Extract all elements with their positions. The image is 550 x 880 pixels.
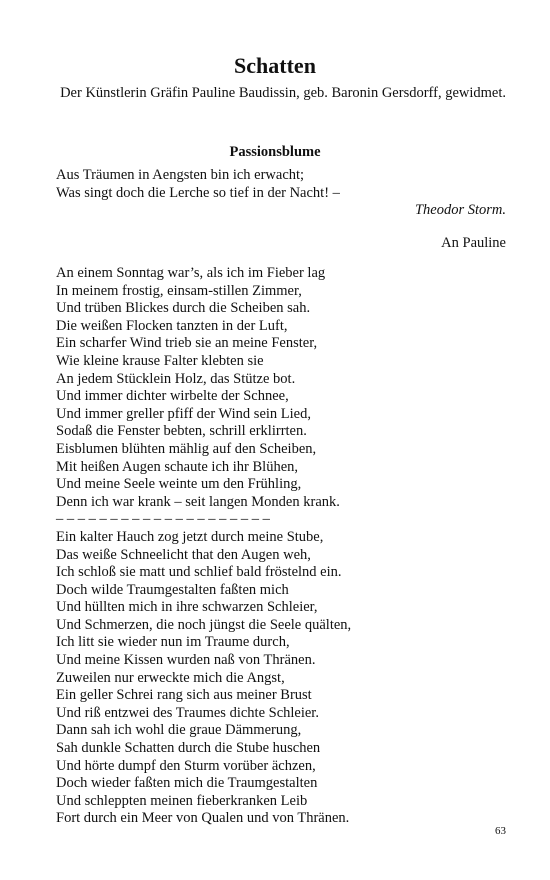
poem-line: Und trüben Blickes durch die Scheiben sah. — [56, 300, 311, 317]
poem-line: Die weißen Flocken tanzten in der Luft, — [56, 317, 288, 334]
addressee: An Pauline — [441, 235, 506, 251]
poem-line: Und Schmerzen, die noch jüngst die Seele quälten, — [56, 616, 352, 633]
poem-line: – – – – – – – – – – – – – – – – – – – – — [56, 511, 270, 528]
poem-line: Ich schloß sie matt und schlief bald fröstelnd ein. — [56, 564, 342, 581]
poem-line: Und hüllten mich in ihre schwarzen Schleier, — [56, 599, 318, 616]
poem-line: Doch wieder faßten mich die Traumgestalten — [56, 775, 318, 792]
poem-line: Und meine Kissen wurden naß von Thränen. — [56, 652, 316, 669]
poem-line: Ein kalter Hauch zog jetzt durch meine Stube, — [56, 528, 324, 545]
page-title: Schatten — [234, 53, 316, 78]
poem-line: Das weiße Schneelicht that den Augen weh, — [56, 546, 311, 563]
poem-line: Dann sah ich wohl die graue Dämmerung, — [56, 722, 302, 739]
motto-author: Theodor Storm. — [414, 202, 506, 218]
poem-line: Und immer dichter wirbelte der Schnee, — [56, 388, 289, 405]
poem-line: An einem Sonntag war’s, als ich im Fieber lag — [56, 265, 326, 281]
poem-body — [56, 265, 516, 828]
poem-line: Mit heißen Augen schaute ich ihr Blühen, — [56, 458, 299, 475]
poem-line: An jedem Stücklein Holz, das Stütze bot. — [56, 370, 296, 387]
poem-line: Ich litt sie wieder nun im Traume durch, — [56, 634, 290, 651]
poem-line: Und schleppten meinen fieberkranken Leib — [56, 792, 308, 809]
poem-line: Und riß entzwei des Traumes dichte Schleier. — [56, 704, 319, 721]
motto-line: Was singt doch die Lerche so tief in der Nacht! – — [56, 185, 340, 201]
poem-line: Fort durch ein Meer von Qualen und von Thränen. — [56, 810, 350, 827]
poem-line: Sah dunkle Schatten durch die Stube huschen — [56, 740, 321, 757]
poem-line: In meinem frostig, einsam-stillen Zimmer, — [56, 282, 302, 299]
poem-line: Und immer greller pfiff der Wind sein Lied, — [56, 405, 311, 422]
poem-line: Denn ich war krank – seit langen Monden krank. — [56, 493, 340, 510]
poem-line: Wie kleine krause Falter klebten sie — [56, 352, 264, 369]
poem-line: Doch wilde Traumgestalten faßten mich — [56, 581, 289, 598]
poem-line: Ein scharfer Wind trieb sie an meine Fenster, — [56, 335, 318, 352]
motto-line: Aus Träumen in Aengsten bin ich erwacht; — [56, 167, 305, 183]
poem-line: Und meine Seele weinte um den Frühling, — [56, 476, 302, 493]
page-number: 63 — [495, 825, 506, 837]
poem-line: Sodaß die Fenster bebten, schrill erklirrten. — [56, 423, 307, 440]
poem-line: Ein geller Schrei rang sich aus meiner Brust — [56, 687, 312, 704]
section-title: Passionsblume — [229, 144, 321, 160]
poem-line: Und hörte dumpf den Sturm vorüber ächzen, — [56, 757, 316, 774]
poem-line: Eisblumen blühten mählig auf den Scheiben, — [56, 440, 317, 457]
dedication: Der Künstlerin Gräfin Pauline Baudissin, geb. Baronin Gersdorff, gewidmet. — [60, 85, 506, 101]
poem-line: Zuweilen nur erweckte mich die Angst, — [56, 669, 285, 686]
motto — [56, 166, 506, 202]
